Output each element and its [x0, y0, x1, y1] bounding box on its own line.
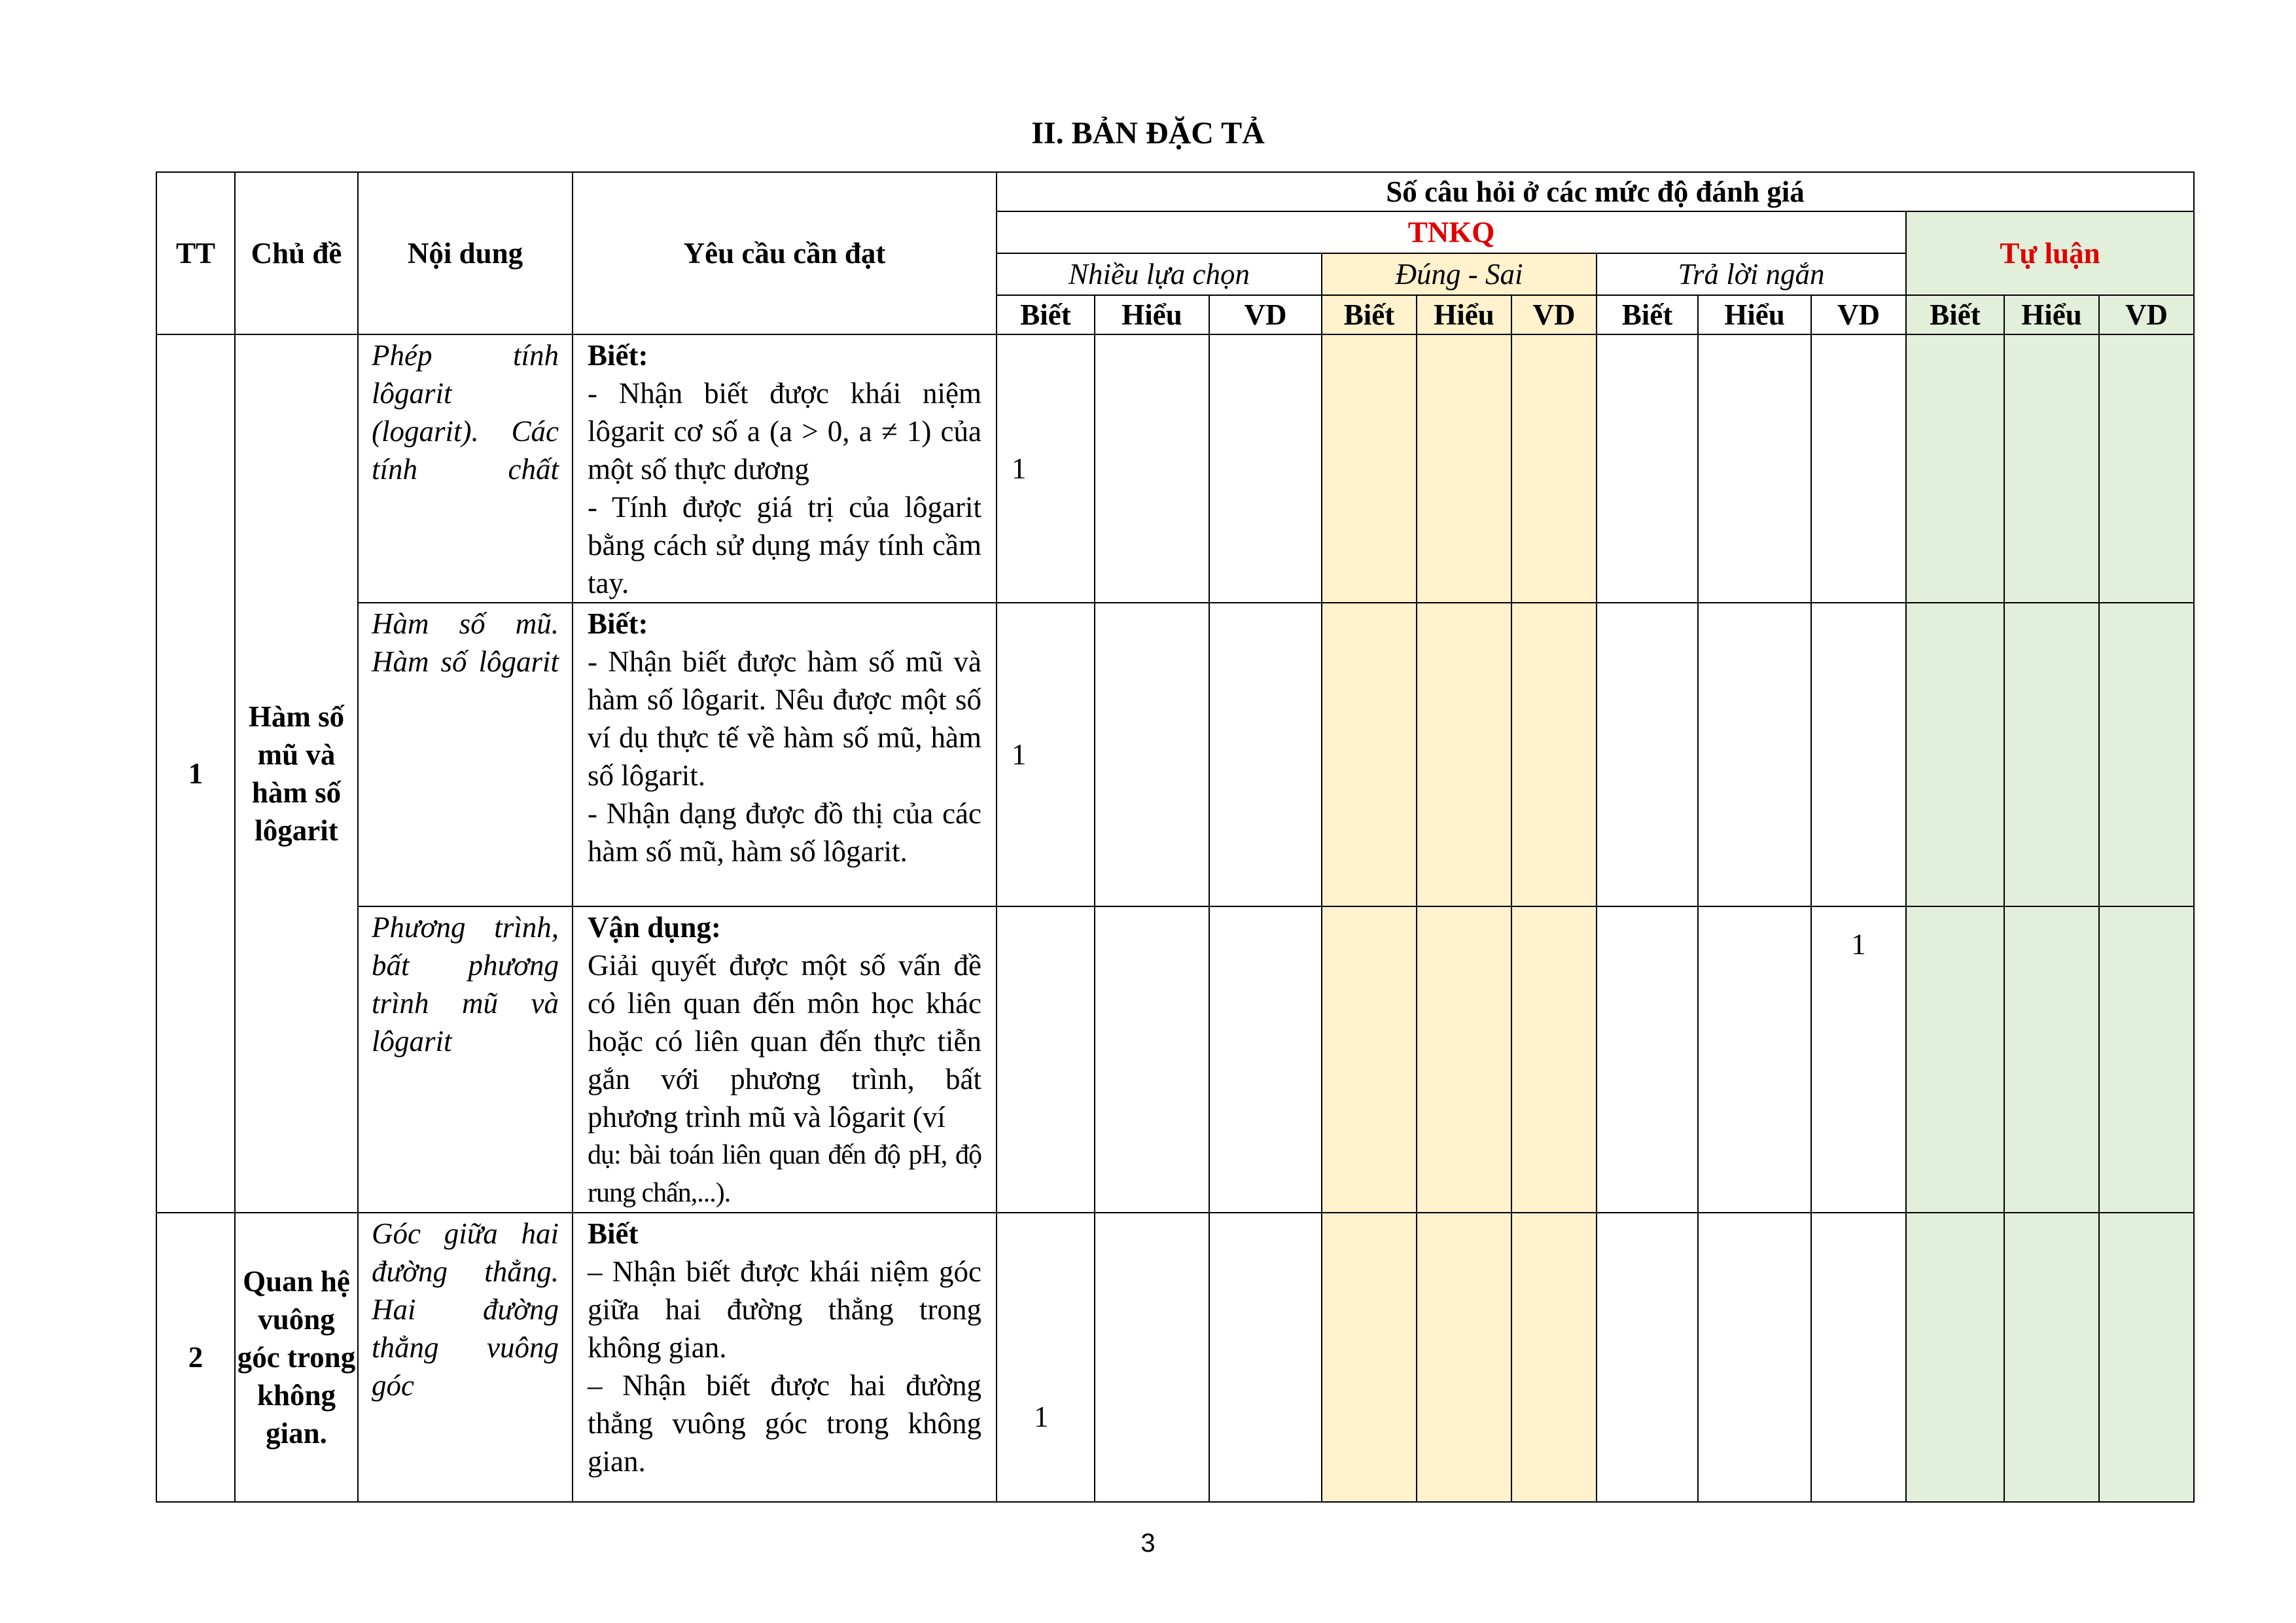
count-cell [1811, 603, 1906, 906]
level-header: Hiểu [1095, 295, 1209, 334]
count-cell [2099, 334, 2194, 603]
count-cell [1095, 906, 1209, 1213]
count-cell [1811, 1213, 1906, 1502]
count-cell [2099, 906, 2194, 1213]
requirement-line: Giải quyết được một số vấn đề có liên quan đến môn học khác hoặc có liên quan đến thực tiễn gắn với phương trình, bất phương trình mũ và lôgarit (ví [588, 949, 981, 1133]
count-cell [1597, 1213, 1698, 1502]
requirement-line: – Nhận biết được khái niệm góc giữa hai đường thẳng trong không gian. [588, 1255, 981, 1364]
count-cell [1698, 906, 1811, 1213]
count-cell [997, 906, 1095, 1213]
requirement-line: - Tính được giá trị của lôgarit bằng cách sử dụng máy tính cầm tay. [588, 491, 981, 599]
count-cell [1906, 334, 2004, 603]
content-cell: Góc giữa hai đường thẳng. Hai đường thẳng vuông góc [358, 1213, 573, 1502]
requirement-line: – Nhận biết được hai đường thẳng vuông góc trong không gian. [588, 1369, 981, 1478]
count-cell: 1 [1811, 906, 1906, 1213]
header-dung-sai: Đúng - Sai [1322, 253, 1597, 295]
level-header: VD [1511, 295, 1597, 334]
level-header: Hiểu [2004, 295, 2099, 334]
table-row [156, 906, 2194, 1213]
count-cell [1698, 603, 1811, 906]
level-header: VD [2099, 295, 2194, 334]
count-cell [1417, 334, 1511, 603]
count-cell [1417, 603, 1511, 906]
count-cell [1511, 1213, 1597, 1502]
table-row [156, 334, 2194, 603]
count-cell [1597, 906, 1698, 1213]
header-chu-de: Chủ đề [235, 172, 358, 334]
count-cell [1698, 1213, 1811, 1502]
count-cell: 1 [997, 334, 1095, 603]
header-so-cau-hoi: Số câu hỏi ở các mức độ đánh giá [997, 172, 2194, 211]
header-nhieu-lua-chon: Nhiều lựa chọn [997, 253, 1322, 295]
header-tt: TT [156, 172, 235, 334]
requirement-line: - Nhận biết được hàm số mũ và hàm số lôgarit. Nêu được một số ví dụ thực tế về hàm số mũ, hàm số lôgarit. [588, 645, 981, 792]
requirement-level: Biết [588, 1217, 639, 1250]
count-cell [1209, 603, 1322, 906]
count-cell [1906, 603, 2004, 906]
requirement-line: - Nhận biết được khái niệm lôgarit cơ số a (a > 0, a ≠ 1) của một số thực dương [588, 377, 981, 486]
level-header: Biết [1906, 295, 2004, 334]
count-cell [1906, 906, 2004, 1213]
requirement-cell [573, 906, 997, 1213]
count-cell [1095, 334, 1209, 603]
count-cell [1095, 603, 1209, 906]
level-header: Hiểu [1417, 295, 1511, 334]
topic-name: Quan hệ vuông góc trong không gian. [235, 1213, 358, 1502]
requirement-level: Biết: [588, 607, 648, 640]
topic-name: Hàm số mũ và hàm số lôgarit [235, 334, 358, 1213]
header-tnkq: TNKQ [997, 211, 1906, 253]
table-row [156, 1213, 2194, 1502]
level-header: VD [1811, 295, 1906, 334]
count-cell [2099, 603, 2194, 906]
count-cell [2004, 906, 2099, 1213]
content-cell: Hàm số mũ. Hàm số lôgarit [358, 603, 573, 906]
count-cell [1322, 334, 1417, 603]
count-cell [1417, 1213, 1511, 1502]
count-cell [1322, 906, 1417, 1213]
count-cell: 1 [997, 603, 1095, 906]
count-cell [2004, 334, 2099, 603]
count-cell [1511, 334, 1597, 603]
page-number: 3 [1140, 1529, 1156, 1558]
count-cell [1209, 906, 1322, 1213]
header-noi-dung: Nội dung [358, 172, 573, 334]
content-cell: Phép tính lôgarit (logarit). Các tính chất [358, 334, 573, 603]
specification-table [156, 171, 2195, 1503]
page-title: II. BẢN ĐẶC TẢ [1031, 116, 1265, 151]
topic-number: 1 [156, 334, 235, 1213]
table-row [156, 603, 2194, 906]
topic-number: 2 [156, 1213, 235, 1502]
requirement-line: - Nhận dạng được đồ thị của các hàm số mũ, hàm số lôgarit. [588, 797, 981, 868]
count-cell [1209, 334, 1322, 603]
count-cell [1322, 1213, 1417, 1502]
count-cell [1511, 906, 1597, 1213]
count-cell [1811, 334, 1906, 603]
requirement-level: Biết: [588, 339, 648, 372]
count-cell [2099, 1213, 2194, 1502]
level-header: Hiểu [1698, 295, 1811, 334]
header-yeu-cau: Yêu cầu cần đạt [573, 172, 997, 334]
level-header: Biết [997, 295, 1095, 334]
count-cell: 1 [997, 1213, 1095, 1502]
count-cell [2004, 603, 2099, 906]
requirement-line: dụ: bài toán liên quan đến độ pH, độ rung chấn,...). [588, 1140, 981, 1208]
count-cell [1906, 1213, 2004, 1502]
count-cell [1417, 906, 1511, 1213]
requirement-cell [573, 603, 997, 906]
level-header: Biết [1322, 295, 1417, 334]
requirement-level: Vận dụng: [588, 911, 721, 944]
level-header: VD [1209, 295, 1322, 334]
count-cell [1511, 603, 1597, 906]
requirement-cell [573, 334, 997, 603]
count-cell [1209, 1213, 1322, 1502]
header-tu-luan: Tự luận [1906, 211, 2194, 295]
header-tra-loi-ngan: Trả lời ngắn [1597, 253, 1906, 295]
count-cell [1597, 603, 1698, 906]
count-cell [1597, 334, 1698, 603]
level-header: Biết [1597, 295, 1698, 334]
count-cell [1698, 334, 1811, 603]
content-cell: Phương trình, bất phương trình mũ và lôgarit [358, 906, 573, 1213]
count-cell [1322, 603, 1417, 906]
requirement-cell [573, 1213, 997, 1502]
count-cell [2004, 1213, 2099, 1502]
count-cell [1095, 1213, 1209, 1502]
